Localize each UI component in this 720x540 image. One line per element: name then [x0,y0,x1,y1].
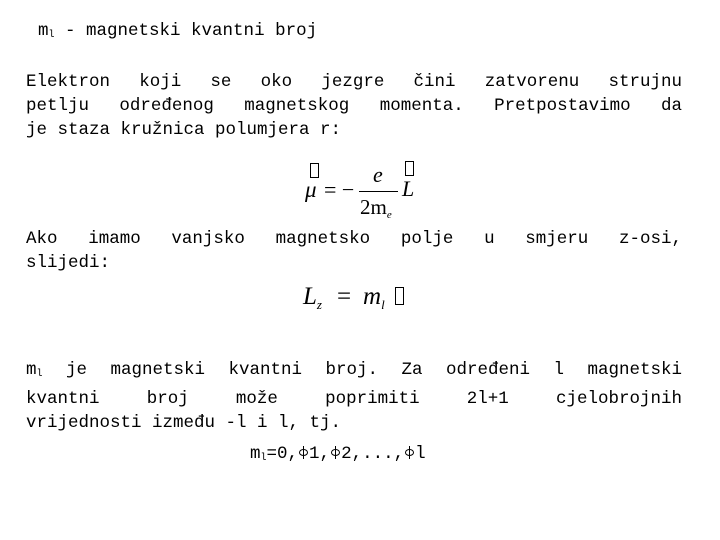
vector-arrow-placeholder [405,161,414,176]
values-l: l [415,444,426,464]
heading-subscript: l [48,30,55,41]
values-two: 2,..., [341,444,405,464]
paragraph-3-line1-text: je magnetski kvantni broj. Za određeni l magnetski [42,360,682,380]
paragraph-3-line [26,358,682,387]
formula-L-symbol: L [402,176,415,201]
plus-minus-icon [298,446,309,459]
paragraph-3-line: kvantni broj može poprimiti 2l+1 cjelobrojnih [26,389,682,409]
formula-lz-rhs-sub: l [381,297,385,312]
m-l-subscript: l [36,369,43,380]
formula-lz-equals: = [337,283,352,310]
paragraph-1-line: Elektron koji se oko jezgre čini zatvorenu strujnu [26,72,682,92]
values-subscript: l [260,453,267,464]
formula-numerator: e [373,162,383,187]
paragraph-1-line: je staza kružnica polumjera r: [26,120,342,140]
vector-arrow-placeholder [310,163,319,178]
fraction-bar [359,191,398,192]
formula-equals-minus: = − [324,177,355,202]
plus-minus-icon [404,446,415,459]
formula-lz-sub: z [316,297,322,312]
formula-denominator: 2me [360,195,392,221]
formula-mu-symbol: μ [305,177,317,202]
paragraph-2-line: slijedi: [26,253,111,273]
formula-lz-rhs: $m_l$ [363,283,385,312]
paragraph-3-line: vrijednosti između -l i l, tj. [26,413,342,433]
plus-minus-icon [330,446,341,459]
paragraph-2-line: Ako imamo vanjsko magnetsko polje u smjeru z-osi, [26,229,682,249]
values-zero: =0, [266,444,299,464]
m-l-symbol: m [26,360,37,380]
hbar-placeholder [395,287,404,305]
heading [38,21,317,41]
paragraph-1-line: petlju određenog magnetskog momenta. Pretpostavimo da [26,96,682,116]
values-one: 1, [309,444,331,464]
heading-symbol: m [38,21,49,41]
values-m-symbol: m [250,444,261,464]
paragraph-2 [26,227,682,275]
paragraph-1 [26,70,682,142]
formula-lz-lhs: $L_z$ [303,283,322,312]
heading-text: - magnetski kvantni broj [54,21,318,41]
paragraph-3 [26,358,682,435]
formula-denominator-sub: e [386,209,392,221]
values-line [250,444,426,464]
